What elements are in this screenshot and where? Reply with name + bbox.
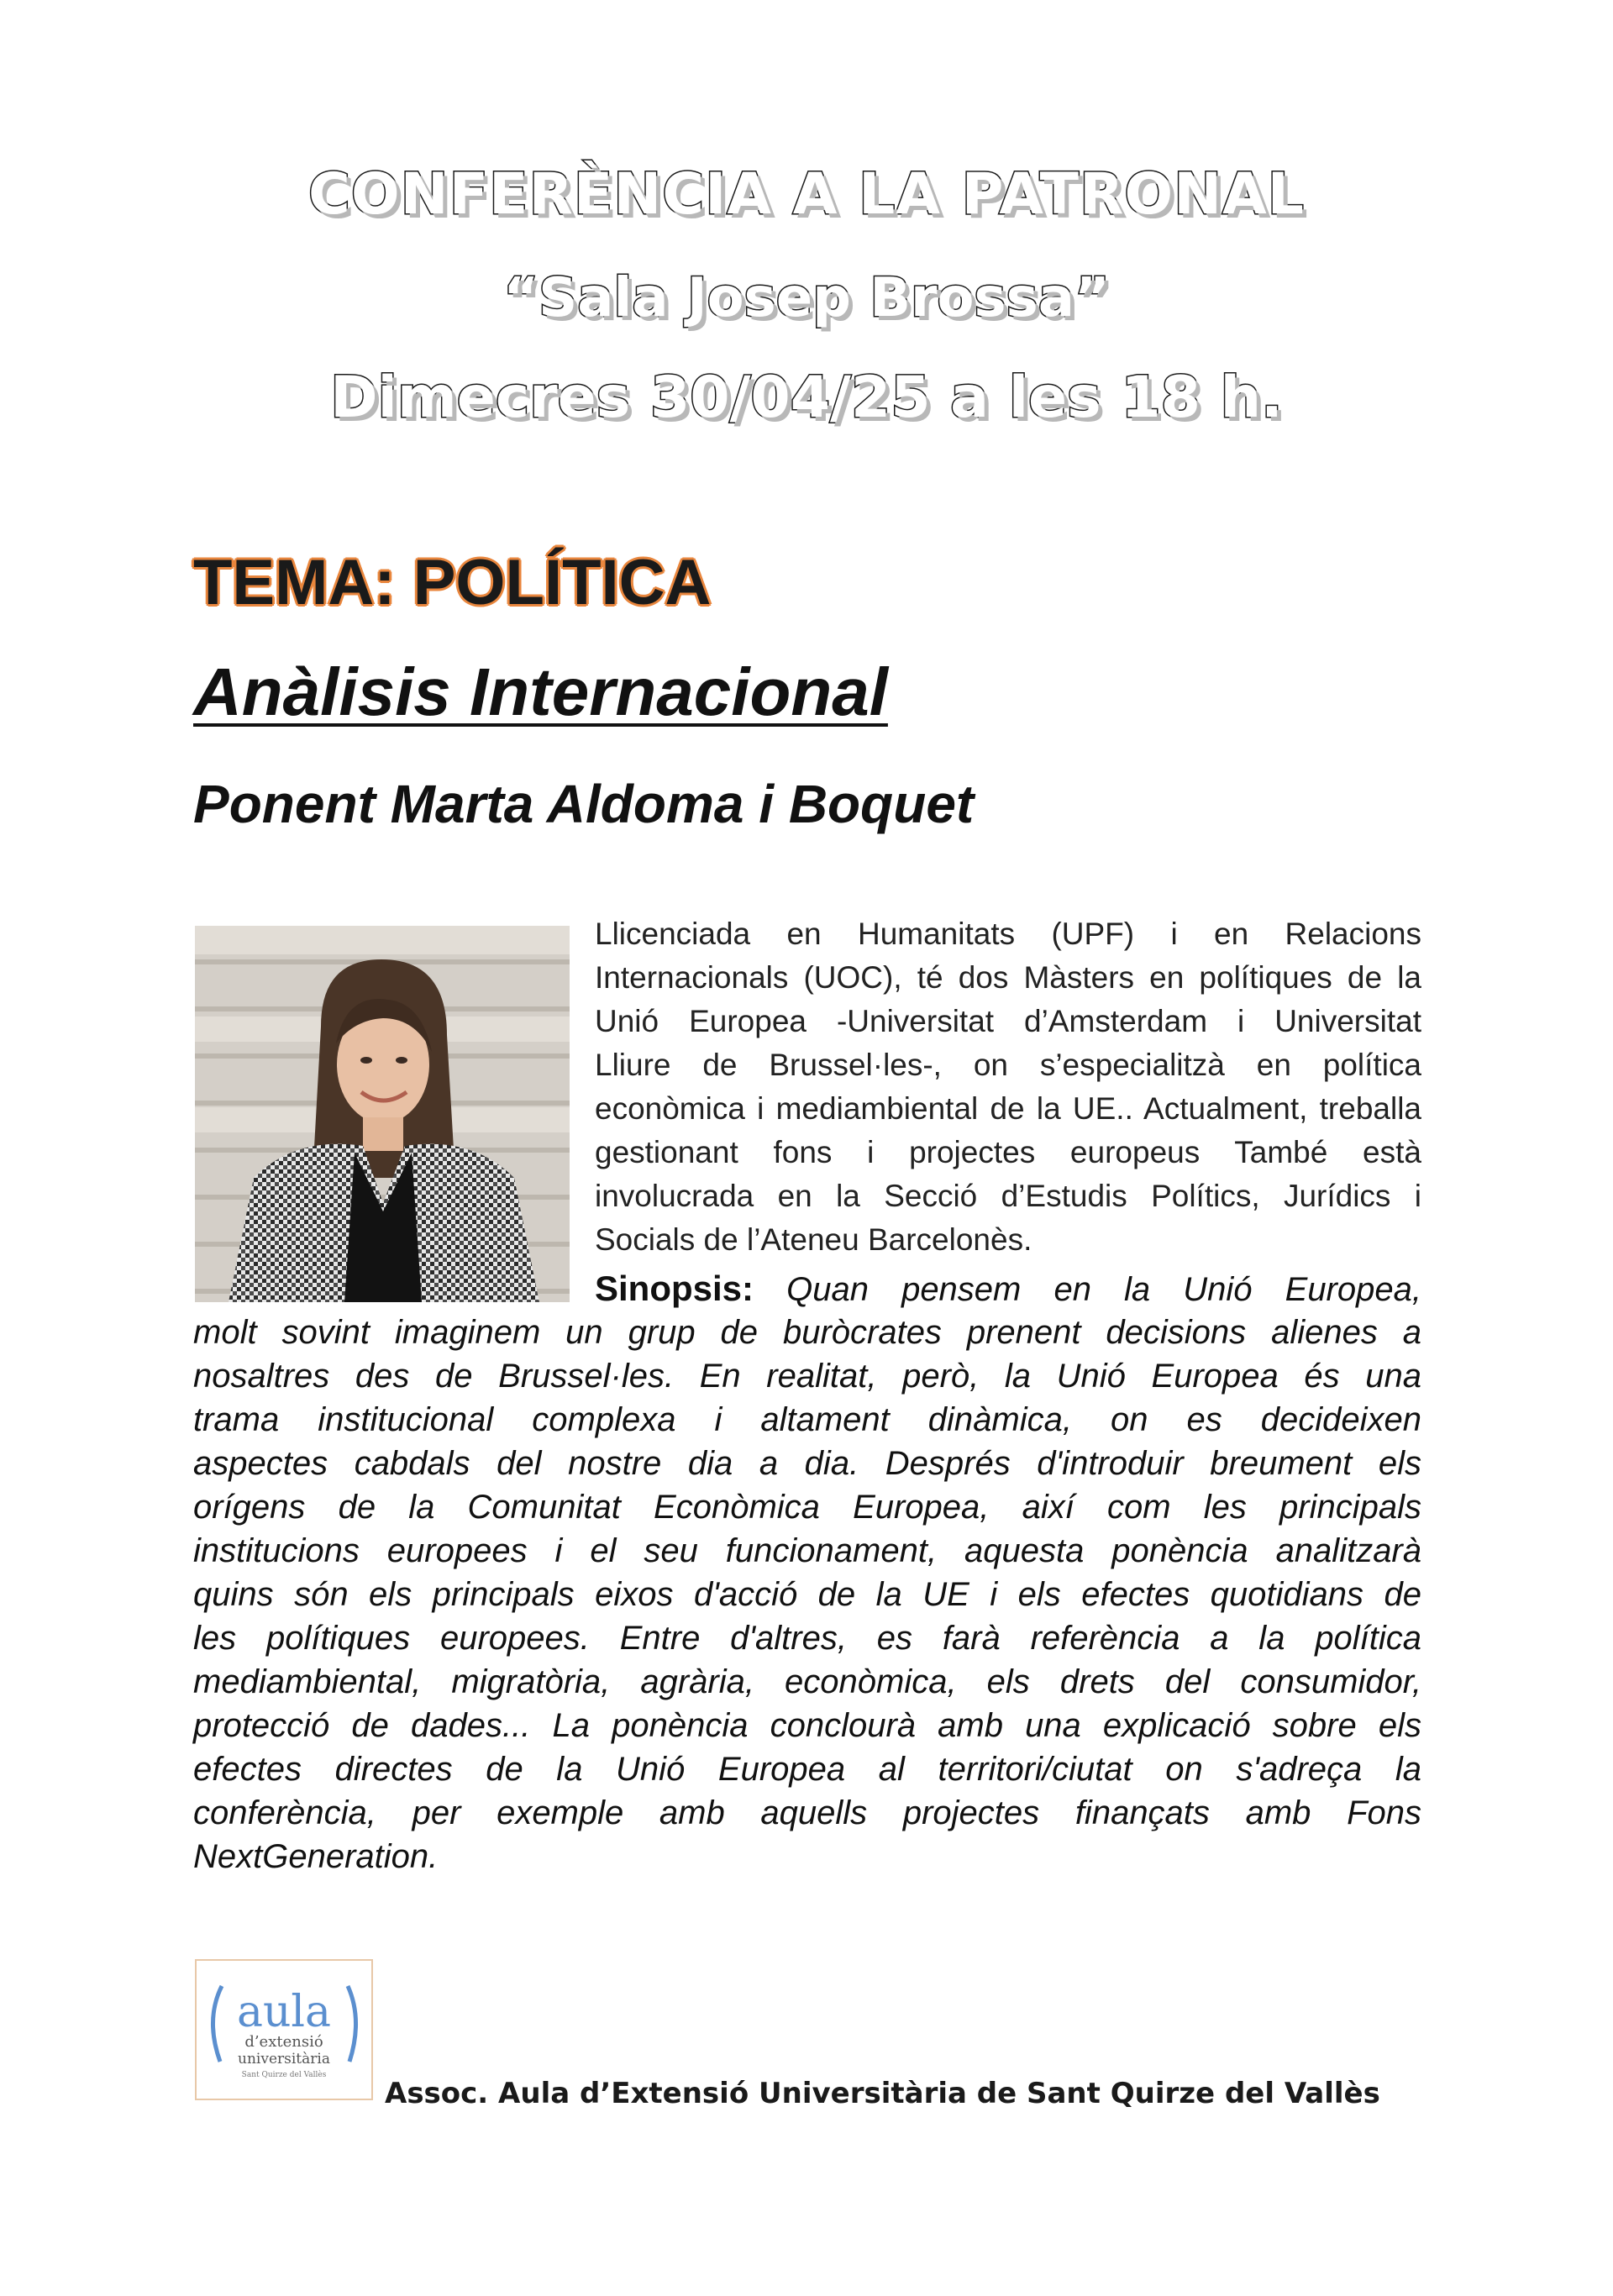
synopsis-line: quins són els principals eixos d'acció de la UE i els efectes quotidians de (193, 1576, 1421, 1613)
synopsis-first-line (595, 1267, 1421, 1311)
synopsis-line: les polítiques europees. Entre d'altres, es farà referència a la política (193, 1620, 1421, 1657)
logo-line2: universitària (238, 2051, 330, 2067)
header-venue: “Sala Josep Brossa” (503, 267, 1110, 329)
synopsis-line: conferència, per exemple amb aquells projectes finançats amb Fons (193, 1794, 1421, 1831)
synopsis-line: mediambiental, migratòria, agrària, econòmica, els drets del consumidor, (193, 1663, 1421, 1700)
synopsis-line: protecció de dades... La ponència conclourà amb una explicació sobre els (193, 1707, 1421, 1744)
bio-line: Llicenciada en Humanitats (UPF) i en Relacions (595, 917, 1421, 951)
footer-organization: Assoc. Aula d’Extensió Universitària de Sant Quirze del Vallès (385, 2077, 1380, 2110)
bio-line: Socials de l’Ateneu Barcelonès. (595, 1222, 1032, 1257)
speaker-name: Ponent Marta Aldoma i Boquet (193, 774, 975, 834)
synopsis-line: molt sovint imaginem un grup de buròcrates prenent decisions alienes a (193, 1314, 1421, 1351)
bio-line: Unió Europea -Universitat d’Amsterdam i Universitat (595, 1004, 1421, 1038)
association-logo (195, 1959, 373, 2100)
speaker-portrait (195, 926, 570, 1302)
header-title: CONFERÈNCIA A LA PATRONAL (307, 161, 1306, 228)
synopsis-first-text: Quan pensem en la Unió Europea, (786, 1271, 1421, 1308)
synopsis-line: trama institucional complexa i altament dinàmica, on es decideixen (193, 1401, 1421, 1438)
synopsis-line: nosaltres des de Brussel·les. En realitat, però, la Unió Europea és una (193, 1358, 1421, 1395)
synopsis-line: institucions europees i el seu funcionament, aquesta ponència analitzarà (193, 1532, 1421, 1569)
bio-line: Lliure de Brussel·les-, on s’especialitzà en política (595, 1048, 1421, 1082)
synopsis-label: Sinopsis: (595, 1269, 754, 1308)
main-title: Anàlisis Internacional (193, 654, 888, 729)
bio-line: gestionant fons i projectes europeus També està (595, 1135, 1421, 1169)
synopsis-line: orígens de la Comunitat Econòmica Europea, així com les principals (193, 1489, 1421, 1526)
logo-word: aula (236, 1987, 332, 2037)
synopsis-line: NextGeneration. (193, 1838, 439, 1875)
synopsis-line: efectes directes de la Unió Europea al territori/ciutat on s'adreça la (193, 1751, 1421, 1788)
topic-heading: TEMA: POLÍTICA (193, 547, 712, 618)
bio-line: Internacionals (UOC), té dos Màsters en polítiques de la (595, 960, 1421, 995)
bio-line: econòmica i mediambiental de la UE.. Actualment, treballa (595, 1091, 1421, 1126)
bio-line: involucrada en la Secció d’Estudis Polítics, Jurídics i (595, 1179, 1421, 1213)
aula-logo-icon (197, 1961, 371, 2099)
speaker-portrait-photo-icon (195, 926, 570, 1302)
header-date: Dimecres 30/04/25 a les 18 h. (330, 365, 1283, 431)
logo-line3: Sant Quirze del Vallès (241, 2071, 327, 2079)
logo-line1: d’extensió (244, 2033, 323, 2051)
synopsis-line: aspectes cabdals del nostre dia a dia. Després d'introduir breument els (193, 1445, 1421, 1482)
